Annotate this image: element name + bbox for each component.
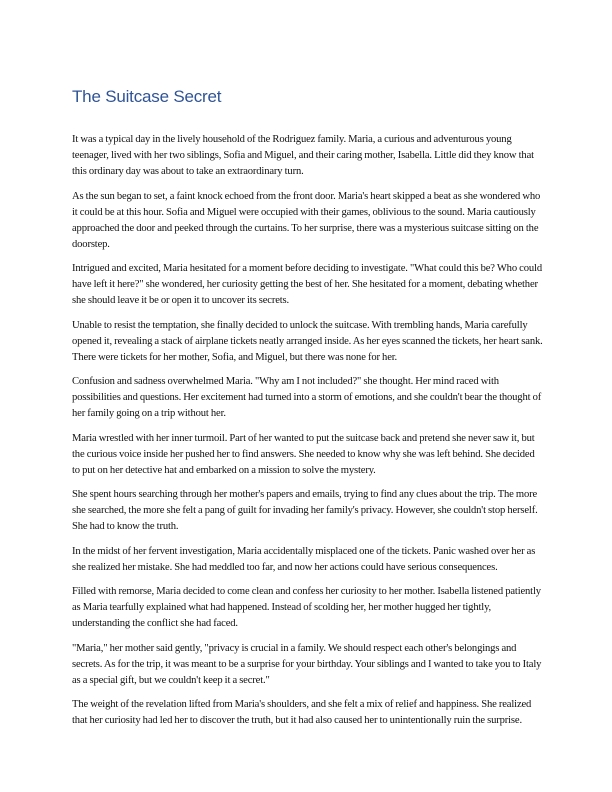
- paragraph: The weight of the revelation lifted from Maria's shoulders, and she felt a mix of relief and happiness. She realized that her curiosity had led her to discover the truth, but it had also caused her to unintentionally ruin the surprise.: [72, 699, 532, 726]
- paragraph: Unable to resist the temptation, she finally decided to unlock the suitcase. With trembling hands, Maria carefully opened it, revealing a stack of airplane tickets neatly arranged inside. As her eyes scanned the tickets, her heart sank. There were tickets for her mother, Sofia, and Miguel, but there was none for her.: [72, 319, 543, 363]
- paragraph: As the sun began to set, a faint knock echoed from the front door. Maria's heart skipped a beat as she wondered who it could be at this hour. Sofia and Miguel were occupied with their games, oblivious to the sound. Maria cautiously approached the door and peeked through the curtains. To her surprise, there was a mysterious suitcase sitting on the doorstep.: [72, 190, 541, 250]
- paragraph: Intrigued and excited, Maria hesitated for a moment before deciding to investigate. "What could this be? Who could have left it here?" she wondered, her curiosity getting the best of her. She hesitated for a moment, debating whether she should leave it be or open it to uncover its secrets.: [72, 263, 542, 306]
- paragraph: In the midst of her fervent investigation, Maria accidentally misplaced one of the tickets. Panic washed over her as she realized her mistake. She had meddled too far, and now her actions could have serious consequences.: [72, 545, 536, 573]
- paragraph: She spent hours searching through her mother's papers and emails, trying to find any clues about the trip. The more she searched, the more she felt a pang of guilt for invading her family's privacy. However, she couldn't stop herself. She had to know the truth.: [72, 489, 538, 532]
- paragraph: "Maria," her mother said gently, "privacy is crucial in a family. We should respect each other's belongings and secrets. As for the trip, it was meant to be a surprise for your birthday. Your siblings and I wanted to take you to Italy as a special gift, but we couldn't keep it a secret.": [72, 642, 542, 686]
- document-title: The Suitcase Secret: [72, 87, 222, 106]
- paragraph: Filled with remorse, Maria decided to come clean and confess her curiosity to her mother. Isabella listened patiently as Maria tearfully explained what had happened. Instead of scolding her, her mother hugged her tightly, understanding the conflict she had faced.: [72, 586, 541, 629]
- paragraph: It was a typical day in the lively household of the Rodriguez family. Maria, a curious and adventurous young teenager, lived with her two siblings, Sofia and Miguel, and their caring mother, Isabella. Little did they know that this ordinary day was about to take an extraordinary turn.: [72, 134, 534, 177]
- paragraph: Confusion and sadness overwhelmed Maria. "Why am I not included?" she thought. Her mind raced with possibilities and questions. Her excitement had turned into a storm of emotions, and she couldn't bear the thought of her family going on a trip without her.: [72, 376, 542, 419]
- paragraph: Maria wrestled with her inner turmoil. Part of her wanted to put the suitcase back and pretend she never saw it, but the curious voice inside her pushed her to find answers. She needed to know why she was left behind. She decided to put on her detective hat and embarked on a mission to solve the mystery.: [72, 432, 535, 476]
- document-page: [72, 86, 544, 738]
